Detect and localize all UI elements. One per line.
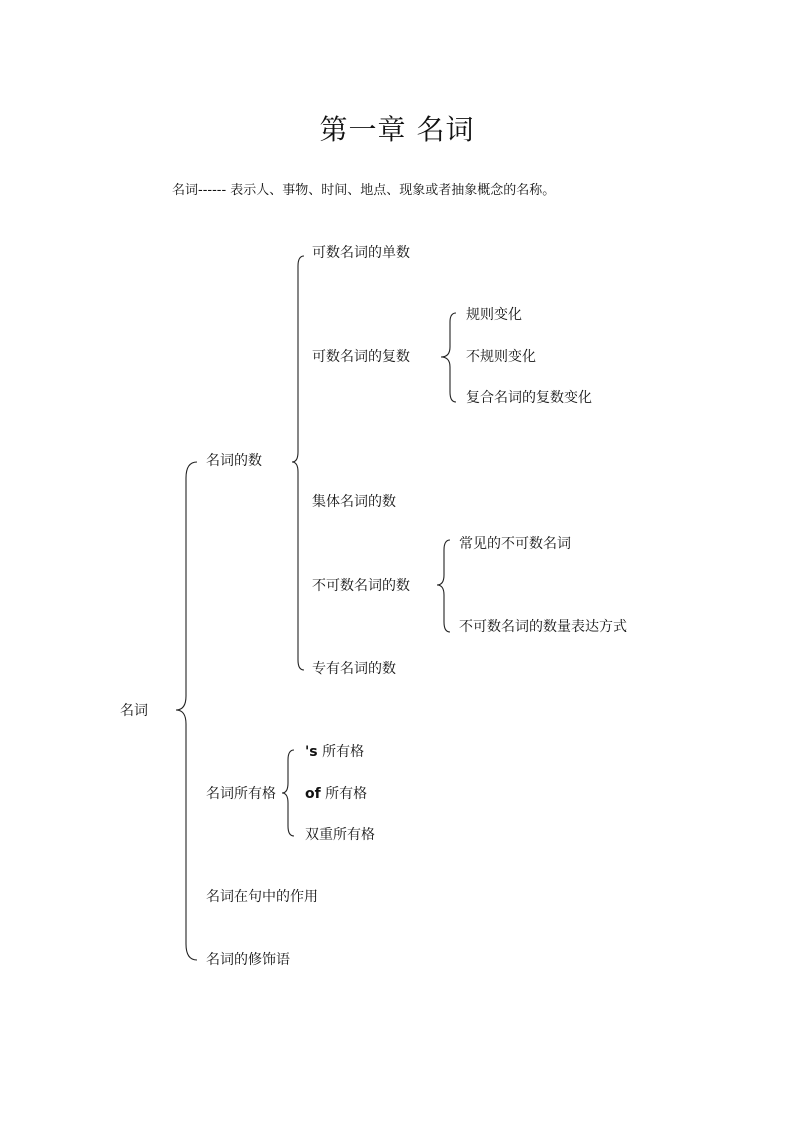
possessive-s-mark: 's — [305, 744, 318, 760]
branch-modifier: 名词的修饰语 — [206, 952, 290, 968]
main-brace — [176, 462, 197, 960]
branch-noun-number: 名词的数 — [206, 453, 262, 469]
plural-brace — [441, 313, 456, 402]
branch-sentence-function: 名词在句中的作用 — [206, 889, 318, 905]
possessive-of-text: 所有格 — [320, 786, 368, 802]
possessive-s-text: 所有格 — [317, 744, 365, 760]
noun-definition: 名词------ 表示人、事物、时间、地点、现象或者抽象概念的名称。 — [172, 183, 556, 198]
plural-item-irregular: 不规则变化 — [466, 349, 536, 365]
uncountable-item-quantity: 不可数名词的数量表达方式 — [459, 619, 627, 635]
item-uncountable: 不可数名词的数 — [312, 578, 410, 594]
possessive-of-mark: of — [305, 786, 321, 802]
branch-possessive: 名词所有格 — [206, 786, 276, 802]
possessive-item-double: 双重所有格 — [305, 827, 375, 843]
possessive-item-s — [305, 743, 364, 761]
root-label-noun: 名词 — [120, 703, 148, 719]
item-proper: 专有名词的数 — [312, 661, 396, 677]
uncountable-item-common: 常见的不可数名词 — [459, 536, 571, 552]
number-brace — [292, 256, 304, 670]
possessive-brace — [282, 750, 294, 836]
item-countable-singular: 可数名词的单数 — [312, 245, 410, 261]
item-collective: 集体名词的数 — [312, 494, 396, 510]
uncountable-brace — [437, 540, 450, 632]
item-countable-plural: 可数名词的复数 — [312, 349, 410, 365]
plural-item-regular: 规则变化 — [466, 307, 522, 323]
plural-item-compound: 复合名词的复数变化 — [466, 390, 592, 406]
possessive-item-of — [305, 785, 367, 803]
chapter-title: 第一章 名词 — [319, 113, 475, 146]
